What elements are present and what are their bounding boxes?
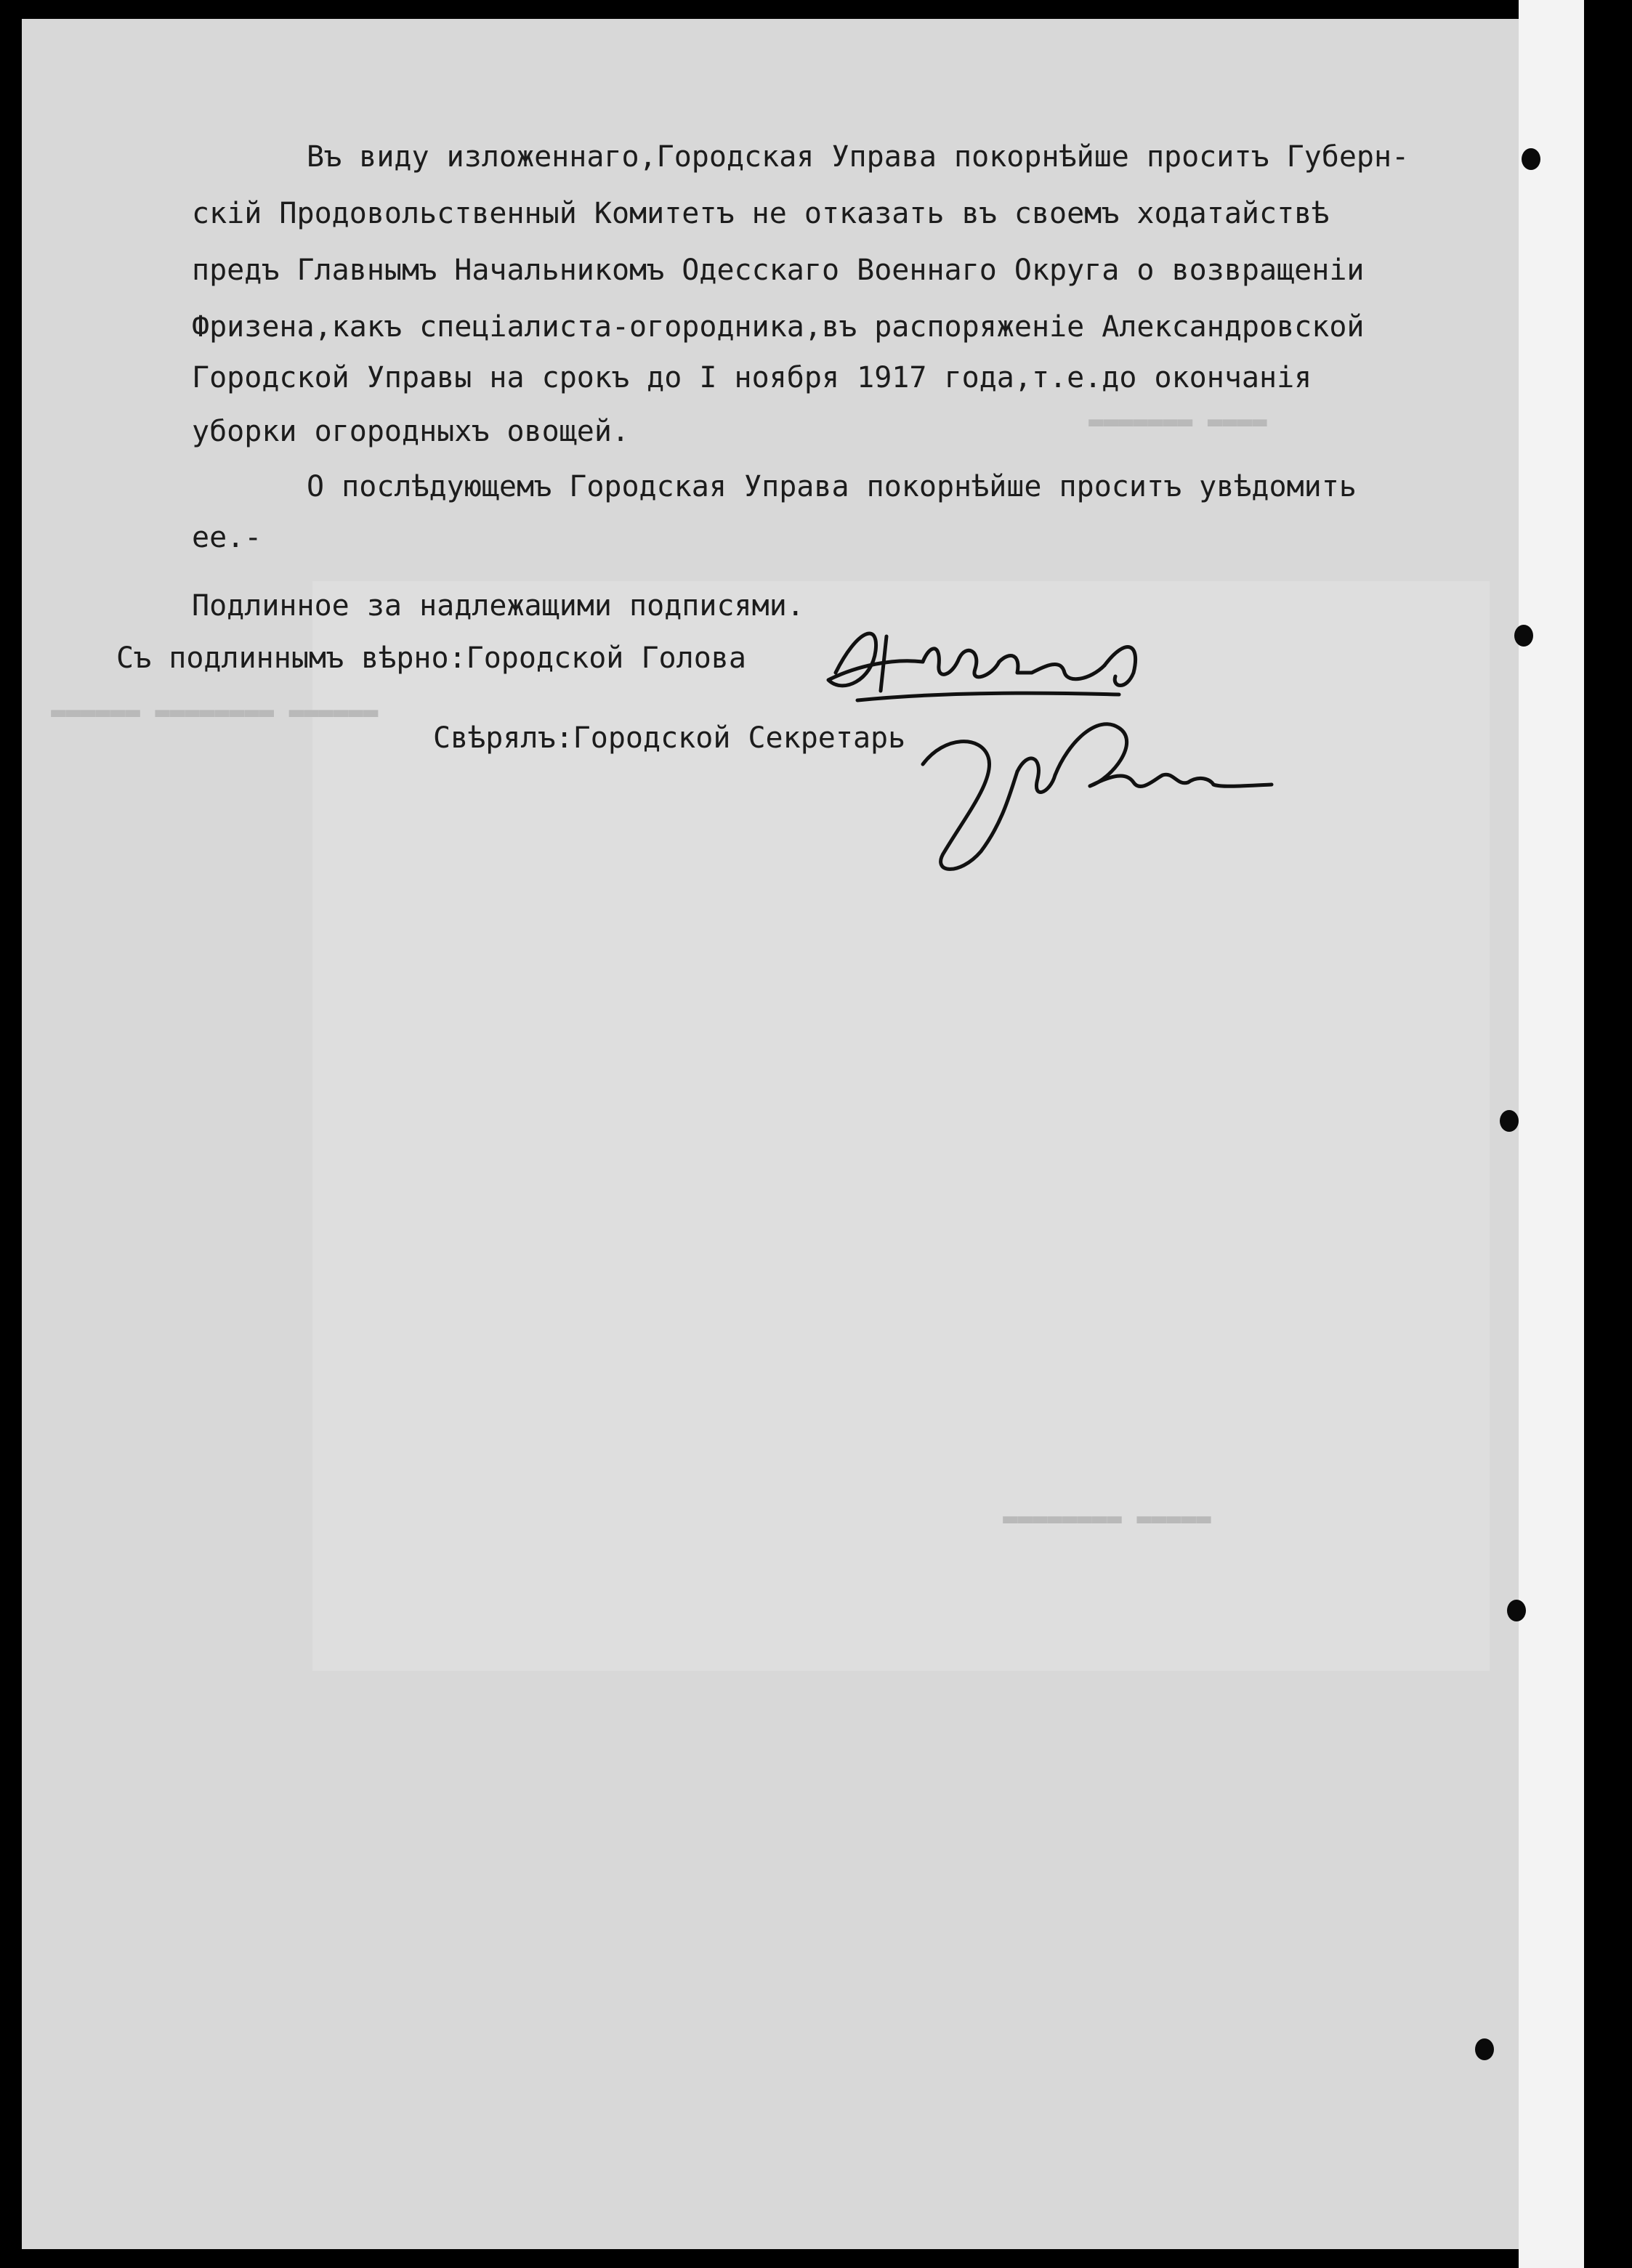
city-head-signature bbox=[814, 622, 1163, 709]
binding-hole bbox=[1475, 2038, 1494, 2060]
bleed-through-text: ▬▬▬▬ ▬▬▬▬▬▬▬ bbox=[1088, 407, 1267, 436]
binding-hole bbox=[1514, 625, 1533, 647]
binding-hole bbox=[1507, 1600, 1526, 1621]
binding-hole bbox=[1522, 148, 1540, 170]
body-line: предъ Главнымъ Начальникомъ Одесскаго Военнаго Округа о возвращеніи bbox=[192, 254, 1365, 287]
body-line: Городской Управы на срокъ до I ноября 1917 года,т.е.до окончанія bbox=[192, 361, 1312, 394]
bleed-through-text: ▬▬▬▬▬▬ ▬▬▬▬▬▬▬▬ ▬▬▬▬▬▬ bbox=[51, 697, 379, 726]
city-secretary-line: Свѣрялъ:Городской Секретарь bbox=[433, 721, 906, 755]
bleed-through-text: ▬▬▬▬▬ ▬▬▬▬▬▬▬▬ bbox=[1003, 1504, 1211, 1533]
body-line: скій Продовольственный Комитетъ не отказать въ своемъ ходатайствѣ bbox=[192, 197, 1330, 230]
page-edge bbox=[1519, 0, 1584, 2268]
certification-line: Подлинное за надлежащими подписями. bbox=[192, 589, 804, 623]
city-head-line: Съ подлиннымъ вѣрно:Городской Голова bbox=[116, 641, 746, 675]
binding-hole bbox=[1500, 1110, 1519, 1132]
city-secretary-signature bbox=[901, 706, 1279, 880]
body-line: ее.- bbox=[192, 521, 262, 554]
body-line: Фризена,какъ спеціалиста-огородника,въ распоряженіе Александровской bbox=[192, 310, 1365, 344]
body-line: О послѣдующемъ Городская Управа покорнѣйше проситъ увѣдомить bbox=[307, 470, 1357, 503]
body-line: Въ виду изложеннаго,Городская Управа покорнѣйше проситъ Губерн- bbox=[307, 140, 1410, 174]
body-line: уборки огородныхъ овощей. bbox=[192, 415, 630, 448]
